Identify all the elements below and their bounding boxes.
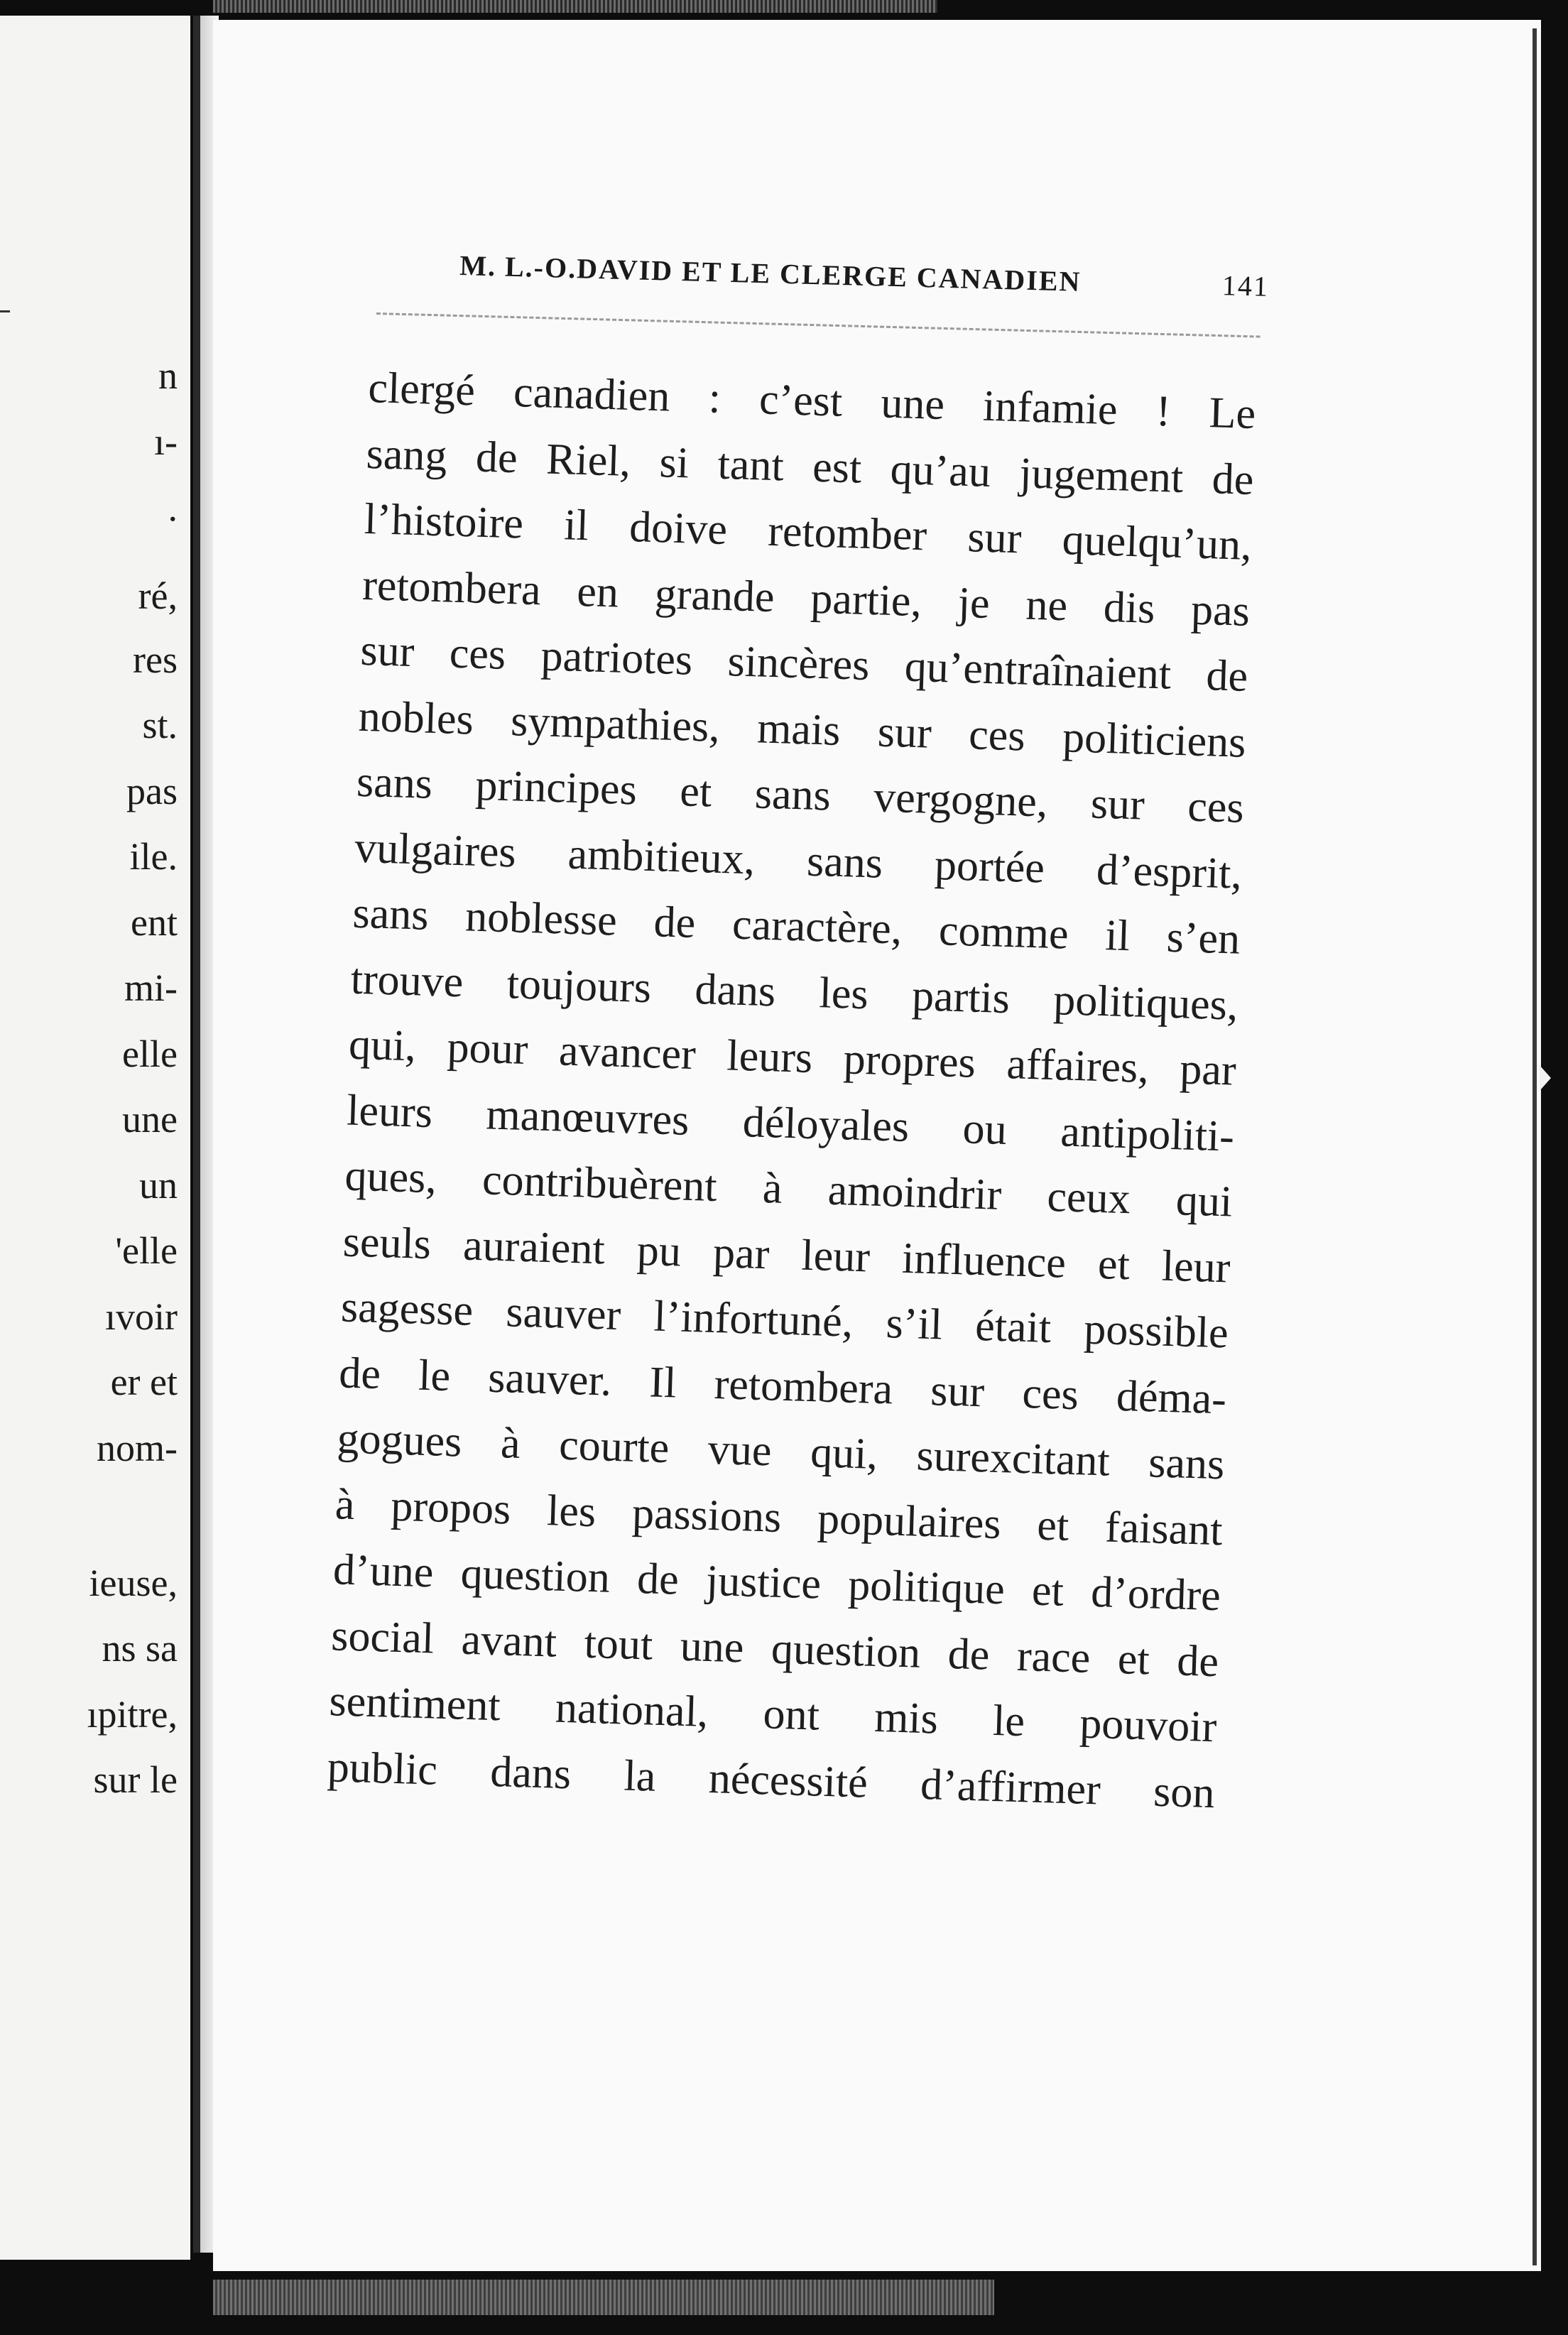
page-number: 141 xyxy=(1221,269,1270,303)
page-edge xyxy=(1532,28,1537,2265)
left-page-fragment: nom- xyxy=(97,1427,178,1469)
text-line: social avant tout une question de race et de xyxy=(330,1611,1219,1686)
text-line: sur ces patriotes sincères qu’entraînaient de xyxy=(359,626,1249,701)
left-page-fragment: st. xyxy=(142,704,178,746)
text-line: à propos les passions populaires et faisant xyxy=(334,1479,1224,1555)
text-line: sagesse sauver l’infortuné, s’il était possible xyxy=(340,1283,1229,1358)
left-page-fragment: n xyxy=(158,354,178,397)
text-line: nobles sympathies, mais sur ces politiciens xyxy=(357,692,1247,767)
left-page-fragment: mi- xyxy=(124,967,178,1009)
text-line: trouve toujours dans les partis politiques, xyxy=(349,954,1239,1030)
left-page-fragment: elle xyxy=(122,1033,178,1075)
left-page-fragment: un xyxy=(139,1164,178,1207)
text-line: retombera en grande partie, je ne dis pas xyxy=(361,560,1251,636)
left-page-fragment: ıvoir xyxy=(105,1295,178,1338)
left-page-fragment: sur le xyxy=(93,1758,178,1801)
left-page-fragment: ré, xyxy=(138,575,178,617)
text-line: d’une question de justice politique et d’ordre xyxy=(332,1545,1221,1621)
text-line: leurs manœuvres déloyales ou antipoliti- xyxy=(346,1086,1235,1161)
text-line: clergé canadien : c’est une infamie ! Le xyxy=(367,363,1257,439)
running-header-title: M. L.-O.DAVID ET LE CLERGE CANADIEN xyxy=(459,249,1082,298)
page-tab-marker xyxy=(1540,1065,1551,1091)
left-page-fragment: ıpitre, xyxy=(87,1693,178,1736)
left-page-fragment: ı- xyxy=(154,420,178,463)
left-page-fragment: ieuse, xyxy=(89,1562,178,1604)
text-line: sans principes et sans vergogne, sur ces xyxy=(356,757,1245,832)
left-page-fragment: . xyxy=(168,486,178,529)
text-line: de le sauver. Il retombera sur ces déma- xyxy=(338,1348,1227,1423)
text-line: vulgaires ambitieux, sans portée d’esprit, xyxy=(354,823,1243,898)
left-page-fragment: pas xyxy=(126,770,178,812)
scan-top-edge xyxy=(213,0,937,13)
left-page-fragment: ns sa xyxy=(102,1627,178,1670)
text-line: sentiment national, ont mis le pouvoir xyxy=(328,1677,1218,1752)
text-line: public dans la nécessité d’affirmer son xyxy=(327,1742,1216,1817)
text-line: l’histoire il doive retomber sur quelqu’un, xyxy=(364,494,1253,570)
text-line: qui, pour avancer leurs propres affaires, par xyxy=(348,1020,1237,1095)
text-line: gogues à courte vue qui, surexcitant sans xyxy=(336,1414,1226,1489)
text-line: sans noblesse de caractère, comme il s’en xyxy=(352,888,1241,964)
left-page-fragment: ile. xyxy=(129,835,178,878)
left-page-fragment: er et xyxy=(110,1361,178,1403)
text-line: sang de Riel, si tant est qu’au jugement de xyxy=(365,429,1255,504)
left-page-rule xyxy=(0,310,10,312)
body-text xyxy=(327,355,1257,1826)
text-line: seuls auraient pu par leur influence et leur xyxy=(342,1217,1231,1292)
left-page-fragment: res xyxy=(133,638,178,681)
left-page-fragment: 'elle xyxy=(115,1229,178,1272)
left-page-fragment: ent xyxy=(131,901,178,944)
book-gutter xyxy=(193,16,200,2253)
left-facing-page xyxy=(0,16,190,2260)
scan-bottom-edge xyxy=(213,2280,994,2315)
left-page-fragment: une xyxy=(122,1098,178,1141)
text-line: ques, contribuèrent à amoindrir ceux qui xyxy=(344,1151,1234,1226)
